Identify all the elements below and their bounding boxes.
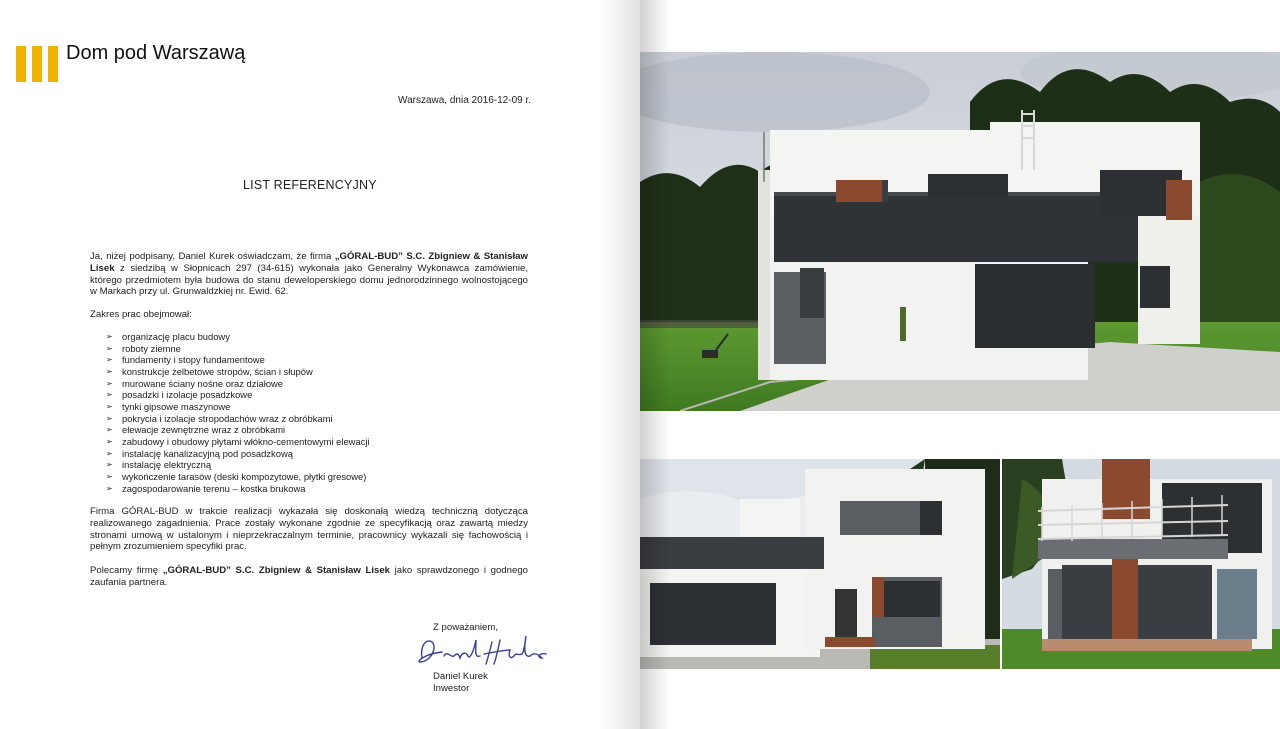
arrow-bullet-icon: ➢ <box>106 413 113 423</box>
intro-paragraph: Ja, niżej podpisany, Daniel Kurek oświadczam, że firma „GÓRAL-BUD” S.C. Zbigniew & Stanisław Lisek z siedzibą w Słopnicach 297 (34-615) wykonała jako Generalny Wykonawca zamówienie, którego przedmiotem była budowa do stanu deweloperskiego domu jednorodzinnego wolnostojącego w Markach przy ul. Grunwaldzkiej nr. Ewid. 62. <box>90 251 528 298</box>
scope-list-item <box>106 483 370 495</box>
scope-item-text: fundamenty i stopy fundamentowe <box>122 354 265 366</box>
scope-item-text: murowane ściany nośne oraz działowe <box>122 377 284 389</box>
scope-list-item <box>106 436 370 448</box>
scope-item-text: instalację kanalizacyjną pod posadzkową <box>122 447 293 459</box>
arrow-bullet-icon: ➢ <box>106 366 113 376</box>
arrow-bullet-icon: ➢ <box>106 448 113 458</box>
scope-item-text: konstrukcje żelbetowe stropów, ścian i słupów <box>122 365 313 377</box>
arrow-bullet-icon: ➢ <box>106 401 113 411</box>
arrow-bullet-icon: ➢ <box>106 378 113 388</box>
scope-item-text: instalację elektryczną <box>122 459 212 471</box>
scope-item-text: wykończenie tarasów (deski kompozytowe, płytki gresowe) <box>122 470 367 482</box>
arrow-bullet-icon: ➢ <box>106 483 113 493</box>
arrow-bullet-icon: ➢ <box>106 343 113 353</box>
signer-name: Daniel Kurek <box>433 671 488 682</box>
house-photo-terrace <box>1002 459 1280 669</box>
arrow-bullet-icon: ➢ <box>106 390 113 400</box>
arrow-bullet-icon: ➢ <box>106 436 113 446</box>
body-paragraph: Firma GÓRAL-BUD w trakcie realizacji wykazała się doskonałą wiedzą techniczną dotycząca realizowanego zagadnienia. Prace zostały wykonane zgodnie ze specyfikacją oraz zawartą miedzy stronami umową w ustalonym i nieprzekraczalnym terminie, pracownicy wykazali się fachowością i pełnym zrozumieniem specyfiki prac. <box>90 506 528 553</box>
scope-item-text: tynki gipsowe maszynowe <box>122 400 231 412</box>
signer-role: Inwestor <box>433 683 470 694</box>
scope-list-item <box>106 378 370 390</box>
scope-item-text: pokrycia i izolacje stropodachów wraz z obróbkami <box>122 412 333 424</box>
scope-list-item <box>106 471 370 483</box>
scope-list-item <box>106 424 370 436</box>
recommendation-paragraph: Polecamy firmę „GÓRAL-BUD” S.C. Zbigniew & Stanisław Lisek jako sprawdzonego i godnego zaufania partnera. <box>90 565 528 588</box>
scope-list-item <box>106 366 370 378</box>
scope-item-text: zabudowy i obudowy płytami włókno-cementowymi elewacji <box>122 435 370 447</box>
closing-text: Z poważaniem, <box>433 622 499 633</box>
signature-image <box>414 628 554 672</box>
arrow-bullet-icon: ➢ <box>106 332 113 341</box>
house-photo-front <box>640 459 1000 669</box>
scope-list <box>106 331 370 494</box>
scope-list-item <box>106 401 370 413</box>
brand-name: Dom pod Warszawą <box>66 42 246 64</box>
company-name: „GÓRAL-BUD” S.C. Zbigniew & Stanisław Lisek <box>162 565 390 576</box>
scope-list-item <box>106 331 370 343</box>
scope-item-text: zagospodarowanie terenu – kostka brukowa <box>122 482 306 494</box>
company-name: „GÓRAL-BUD” S.C. Zbigniew & Stanisław Lisek <box>90 251 528 274</box>
scope-list-item <box>106 343 370 355</box>
scope-list-item <box>106 459 370 471</box>
arrow-bullet-icon: ➢ <box>106 355 113 365</box>
scope-item-text: posadzki i izolacje posadzkowe <box>122 389 253 401</box>
scope-item-text: organizację placu budowy <box>122 331 230 342</box>
arrow-bullet-icon: ➢ <box>106 425 113 435</box>
brand-logo-icon <box>16 46 60 82</box>
scope-list-item <box>106 389 370 401</box>
letter-title: LIST REFERENCYJNY <box>243 178 377 192</box>
right-page <box>640 0 1280 729</box>
house-photo-main <box>640 52 1280 411</box>
scope-list-item <box>106 413 370 425</box>
arrow-bullet-icon: ➢ <box>106 471 113 481</box>
arrow-bullet-icon: ➢ <box>106 460 113 470</box>
scope-label: Zakres prac obejmował: <box>90 309 192 320</box>
scope-item-text: roboty ziemne <box>122 342 181 354</box>
letter-date: Warszawa, dnia 2016-12-09 r. <box>398 95 532 106</box>
scope-item-text: elewacje zewnętrzne wraz z obróbkami <box>122 424 286 436</box>
scope-list-item <box>106 448 370 460</box>
scope-list-item <box>106 354 370 366</box>
